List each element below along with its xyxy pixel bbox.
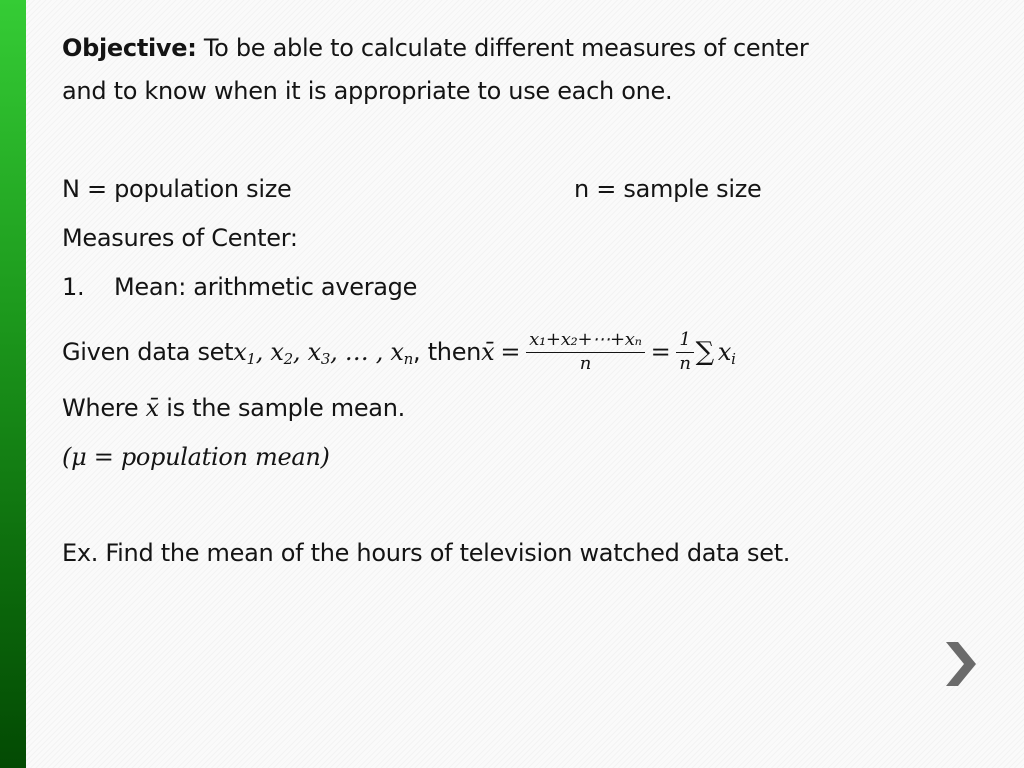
list-item-number: 1. [62, 273, 85, 301]
where-line [62, 394, 405, 422]
sample-mean-symbol: x̄ [481, 338, 495, 366]
equals-sign-2: = [650, 338, 671, 366]
measures-heading: Measures of Center: [62, 224, 298, 252]
example-text: Ex. Find the mean of the hours of television watched data set. [62, 539, 791, 567]
where-prefix: Where [62, 394, 146, 422]
population-size: N = population size [62, 175, 292, 203]
objective-line-1 [62, 34, 808, 62]
fraction-denominator: n [579, 353, 592, 374]
side-accent-bar [0, 0, 26, 768]
mean-formula-line [62, 322, 736, 382]
equals-sign: = [500, 338, 521, 366]
sum-fraction [526, 329, 644, 375]
where-suffix: is the sample mean. [158, 394, 405, 422]
objective-text: To be able to calculate different measures of center [196, 34, 809, 62]
reciprocal-numerator: 1 [676, 329, 693, 353]
sample-mean-symbol-2: x̄ [145, 394, 159, 422]
summation-symbol: ∑ [695, 337, 714, 367]
given-then: , then [413, 338, 482, 366]
fraction-numerator: x₁+x₂+⋯+xₙ [526, 329, 644, 353]
reciprocal-denominator: n [679, 353, 691, 374]
data-set-values: $x_1$, $x_2$, $x_3$, … , $x_n$ [233, 338, 414, 368]
objective-label: Objective: [62, 34, 197, 62]
chevron-right-icon[interactable] [940, 638, 982, 690]
sum-term: $x_i$ [717, 338, 736, 368]
sample-size: n = sample size [574, 175, 762, 203]
objective-line-2: and to know when it is appropriate to use each one. [62, 77, 673, 105]
population-mean: (μ = population mean) [62, 443, 330, 471]
reciprocal-fraction [676, 329, 693, 375]
slide-content [62, 0, 982, 768]
given-prefix: Given data set [62, 338, 234, 366]
list-item-text: Mean: arithmetic average [114, 273, 418, 301]
